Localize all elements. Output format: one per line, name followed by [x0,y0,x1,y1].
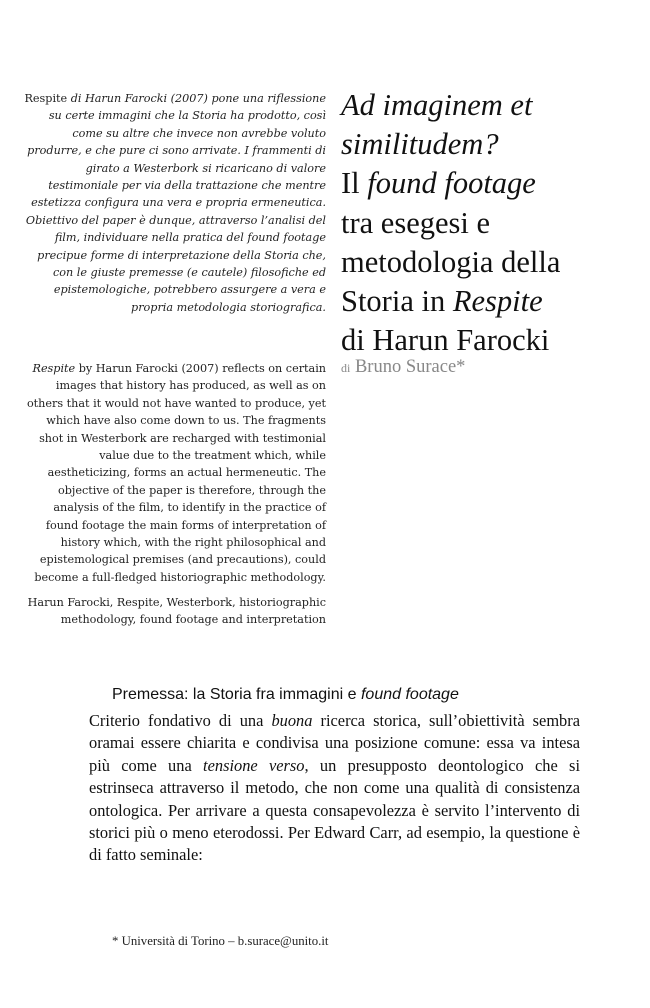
body-text-b: buona [271,711,313,730]
body-text-c: ricerca storica, sull’obiettività sembra oramai essere chiarita e condivisa una posizione comune: essa va intesa più come una [89,711,580,775]
footnote: * Università di Torino – b.surace@unito.it [112,934,329,948]
section-heading [112,686,612,704]
author-byline [341,357,641,378]
abstract-english-text: by Harun Farocki (2007) reflects on certain images that history has produced, as well as on others that it would not have wanted to produce, yet which have also come down to us. The fragments shot in Westerbork are recharged with testimonial value due to the treatment which, while aestheticizing, forms an actual hermeneutic. The objective of the paper is therefore, through the analysis of the film, to identify in the practice of found footage the main forms of interpretation of history which, with the right philosophical and epistemological premises (and precautions), could become a full-fledged historiographic methodology. [26,362,326,584]
body-text-d: tensione verso [203,755,305,775]
author-name: Bruno Surace* [354,357,466,377]
abstract-italian-film-title: Respite [24,92,68,105]
title-line-3-b: found footage [367,166,536,201]
title-line-3-a: Il [341,166,368,201]
abstract-italian [22,90,326,316]
title-line-7: di Harun Farocki [341,323,550,358]
title-line-6-b: Respite [452,284,543,319]
keywords: Harun Farocki, Respite, Westerbork, historiographic methodology, found footage and interpretation [27,596,326,627]
section-heading-a: Premessa: la Storia fra immagini e [112,686,361,703]
abstract-english-film-title: Respite [32,362,76,375]
body-text-a: Criterio fondativo di una [89,711,272,730]
title-line-5: metodologia della [341,244,561,279]
author-prefix: di [341,361,351,375]
abstract-english [22,360,326,586]
article-title [341,86,641,360]
title-line-3 [341,164,641,203]
section-heading-b: found footage [360,686,459,703]
title-line-6-a: Storia in [341,284,453,319]
body-paragraph [89,710,580,867]
title-line-2: similitudem? [341,127,499,162]
title-line-4: tra esegesi e [341,205,491,240]
title-line-1: Ad imaginem et [341,88,533,122]
body-text-e: , un presupposto deontologico che si estrinseca attraverso il metodo, che non come una qualità di consistenza ontologica. Per arrivare a questa consapevolezza è servito l’intervento di storici più o meno eterodossi. Per Edward Carr, ad esempio, la questione è di fatto seminale: [89,755,580,865]
abstract-italian-text: di Harun Farocki (2007) pone una riflessione su certe immagini che la Storia ha prodotto, così come su altre che invece non avrebbe voluto produrre, e che pure ci sono arrivate. I frammenti di girato a Westerbork si ricaricano di valore testimoniale per via della trattazione che mentre estetizza configura una vera e propria ermeneutica. Obiettivo del paper è dunque, attraverso l’analisi del film, individuare nella pratica del found footage precipue forme di interpretazione della Storia che, con le giuste premesse (e cautele) filosofiche ed epistemologiche, potrebbero assurgere a vera e propria metodologia storiografica. [25,92,326,314]
title-line-6 [341,282,641,321]
